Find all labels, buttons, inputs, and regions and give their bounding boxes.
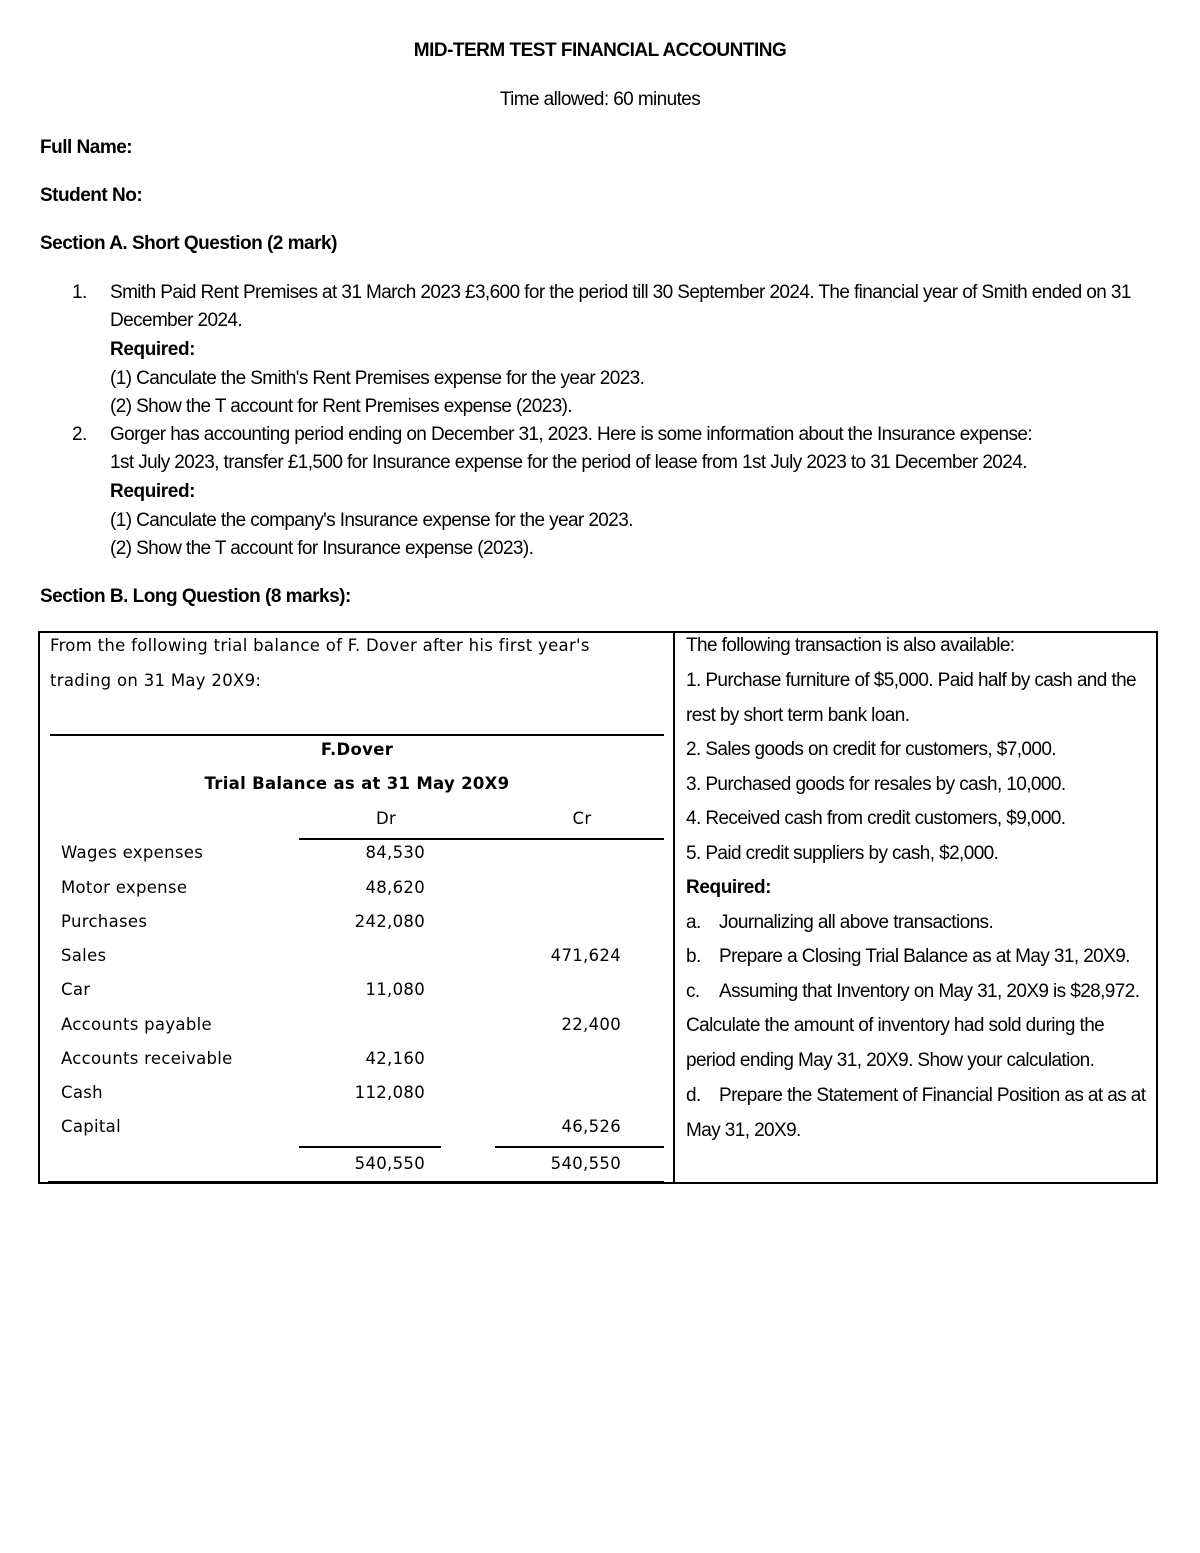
dr-total-rule (299, 1146, 441, 1148)
trial-balance-title: Trial Balance as at 31 May 20X9 (204, 774, 510, 793)
requirement-d (686, 1085, 1145, 1107)
question-1-required: Required: (110, 339, 196, 360)
account-name: Wages expenses (61, 843, 204, 862)
question-1-requirement-2: (2) Show the T account for Rent Premises expense (2023). (110, 396, 573, 417)
account-name: Cash (61, 1083, 103, 1102)
cr-column-header: Cr (572, 809, 592, 828)
question-1-line-1: Smith Paid Rent Premises at 31 March 2023 £3,600 for the period till 30 September 2024. The financial year of Smith ended on 31 (110, 282, 1131, 303)
dr-amount: 11,080 (365, 980, 425, 999)
question-2-number: 2. (72, 424, 87, 445)
question-2-required: Required: (110, 481, 196, 502)
dr-column-header: Dr (375, 809, 397, 828)
cr-amount: 46,526 (561, 1117, 621, 1136)
trial-balance-top-rule (50, 734, 664, 736)
requirement-c-text: Assuming that Inventory on May 31, 20X9 is $28,972. (719, 981, 1140, 1002)
transaction-4: 4. Received cash from credit customers, $9,000. (686, 808, 1066, 829)
transaction-2: 2. Sales goods on credit for customers, $7,000. (686, 739, 1056, 760)
section-b-heading: Section B. Long Question (8 marks): (40, 586, 351, 607)
requirement-c-line-2: Calculate the amount of inventory had sold during the (686, 1015, 1105, 1036)
question-1-number: 1. (72, 282, 87, 303)
transaction-1-line-1: 1. Purchase furniture of $5,000. Paid half by cash and the (686, 670, 1137, 691)
question-2-line-1: Gorger has accounting period ending on December 31, 2023. Here is some information about the Insurance expense: (110, 424, 1033, 445)
question-1-line-2: December 2024. (110, 310, 243, 331)
requirement-b-text: Prepare a Closing Trial Balance as at May 31, 20X9. (719, 946, 1130, 967)
account-name: Motor expense (61, 878, 188, 897)
column-header-rule (299, 838, 664, 840)
transactions-intro: The following transaction is also available: (686, 635, 1015, 656)
cr-amount: 471,624 (550, 946, 621, 965)
requirement-d-line-2: May 31, 20X9. (686, 1120, 801, 1141)
cr-amount: 22,400 (561, 1015, 621, 1034)
requirement-b (686, 946, 1130, 968)
requirement-c-letter: c. (686, 981, 700, 1002)
cr-total: 540,550 (550, 1154, 621, 1173)
account-name: Capital (61, 1117, 121, 1136)
question-2-requirement-2: (2) Show the T account for Insurance expense (2023). (110, 538, 534, 559)
time-allowed: Time allowed: 60 minutes (499, 89, 701, 110)
dr-amount: 42,160 (365, 1049, 425, 1068)
trial-balance-intro-line-1: From the following trial balance of F. Dover after his first year's (50, 636, 590, 655)
trial-balance-name: F.Dover (320, 740, 394, 759)
dr-amount: 112,080 (354, 1083, 425, 1102)
requirement-a-letter: a. (686, 912, 701, 933)
account-name: Sales (61, 946, 107, 965)
transaction-5: 5. Paid credit suppliers by cash, $2,000. (686, 843, 999, 864)
requirement-c (686, 981, 1139, 1003)
transaction-1-line-2: rest by short term bank loan. (686, 705, 910, 726)
trial-balance-bottom-rule (48, 1181, 664, 1184)
document-title: MID-TERM TEST FINANCIAL ACCOUNTING (413, 40, 787, 61)
account-name: Car (61, 980, 91, 999)
requirement-a (686, 912, 993, 934)
question-2-line-2: 1st July 2023, transfer £1,500 for Insurance expense for the period of lease from 1st July 2023 to 31 December 2024. (110, 452, 1027, 473)
section-b-column-divider (673, 631, 675, 1184)
requirement-d-letter: d. (686, 1085, 701, 1106)
student-no-label: Student No: (40, 185, 143, 206)
requirement-d-text: Prepare the Statement of Financial Position as at as at (719, 1085, 1146, 1106)
dr-amount: 48,620 (365, 878, 425, 897)
account-name: Accounts receivable (61, 1049, 233, 1068)
question-1-requirement-1: (1) Canculate the Smith's Rent Premises expense for the year 2023. (110, 368, 645, 389)
cr-total-rule (495, 1146, 664, 1148)
full-name-label: Full Name: (40, 137, 133, 158)
trial-balance-intro-line-2: trading on 31 May 20X9: (50, 671, 262, 690)
question-2-requirement-1: (1) Canculate the company's Insurance expense for the year 2023. (110, 510, 633, 531)
requirement-c-line-3: period ending May 31, 20X9. Show your calculation. (686, 1050, 1095, 1071)
requirement-a-text: Journalizing all above transactions. (719, 912, 994, 933)
dr-amount: 242,080 (354, 912, 425, 931)
section-a-heading: Section A. Short Question (2 mark) (40, 233, 337, 254)
transactions-required: Required: (686, 877, 772, 898)
dr-amount: 84,530 (365, 843, 425, 862)
requirement-b-letter: b. (686, 946, 701, 967)
account-name: Purchases (61, 912, 148, 931)
transaction-3: 3. Purchased goods for resales by cash, 10,000. (686, 774, 1066, 795)
account-name: Accounts payable (61, 1015, 212, 1034)
dr-total: 540,550 (354, 1154, 425, 1173)
